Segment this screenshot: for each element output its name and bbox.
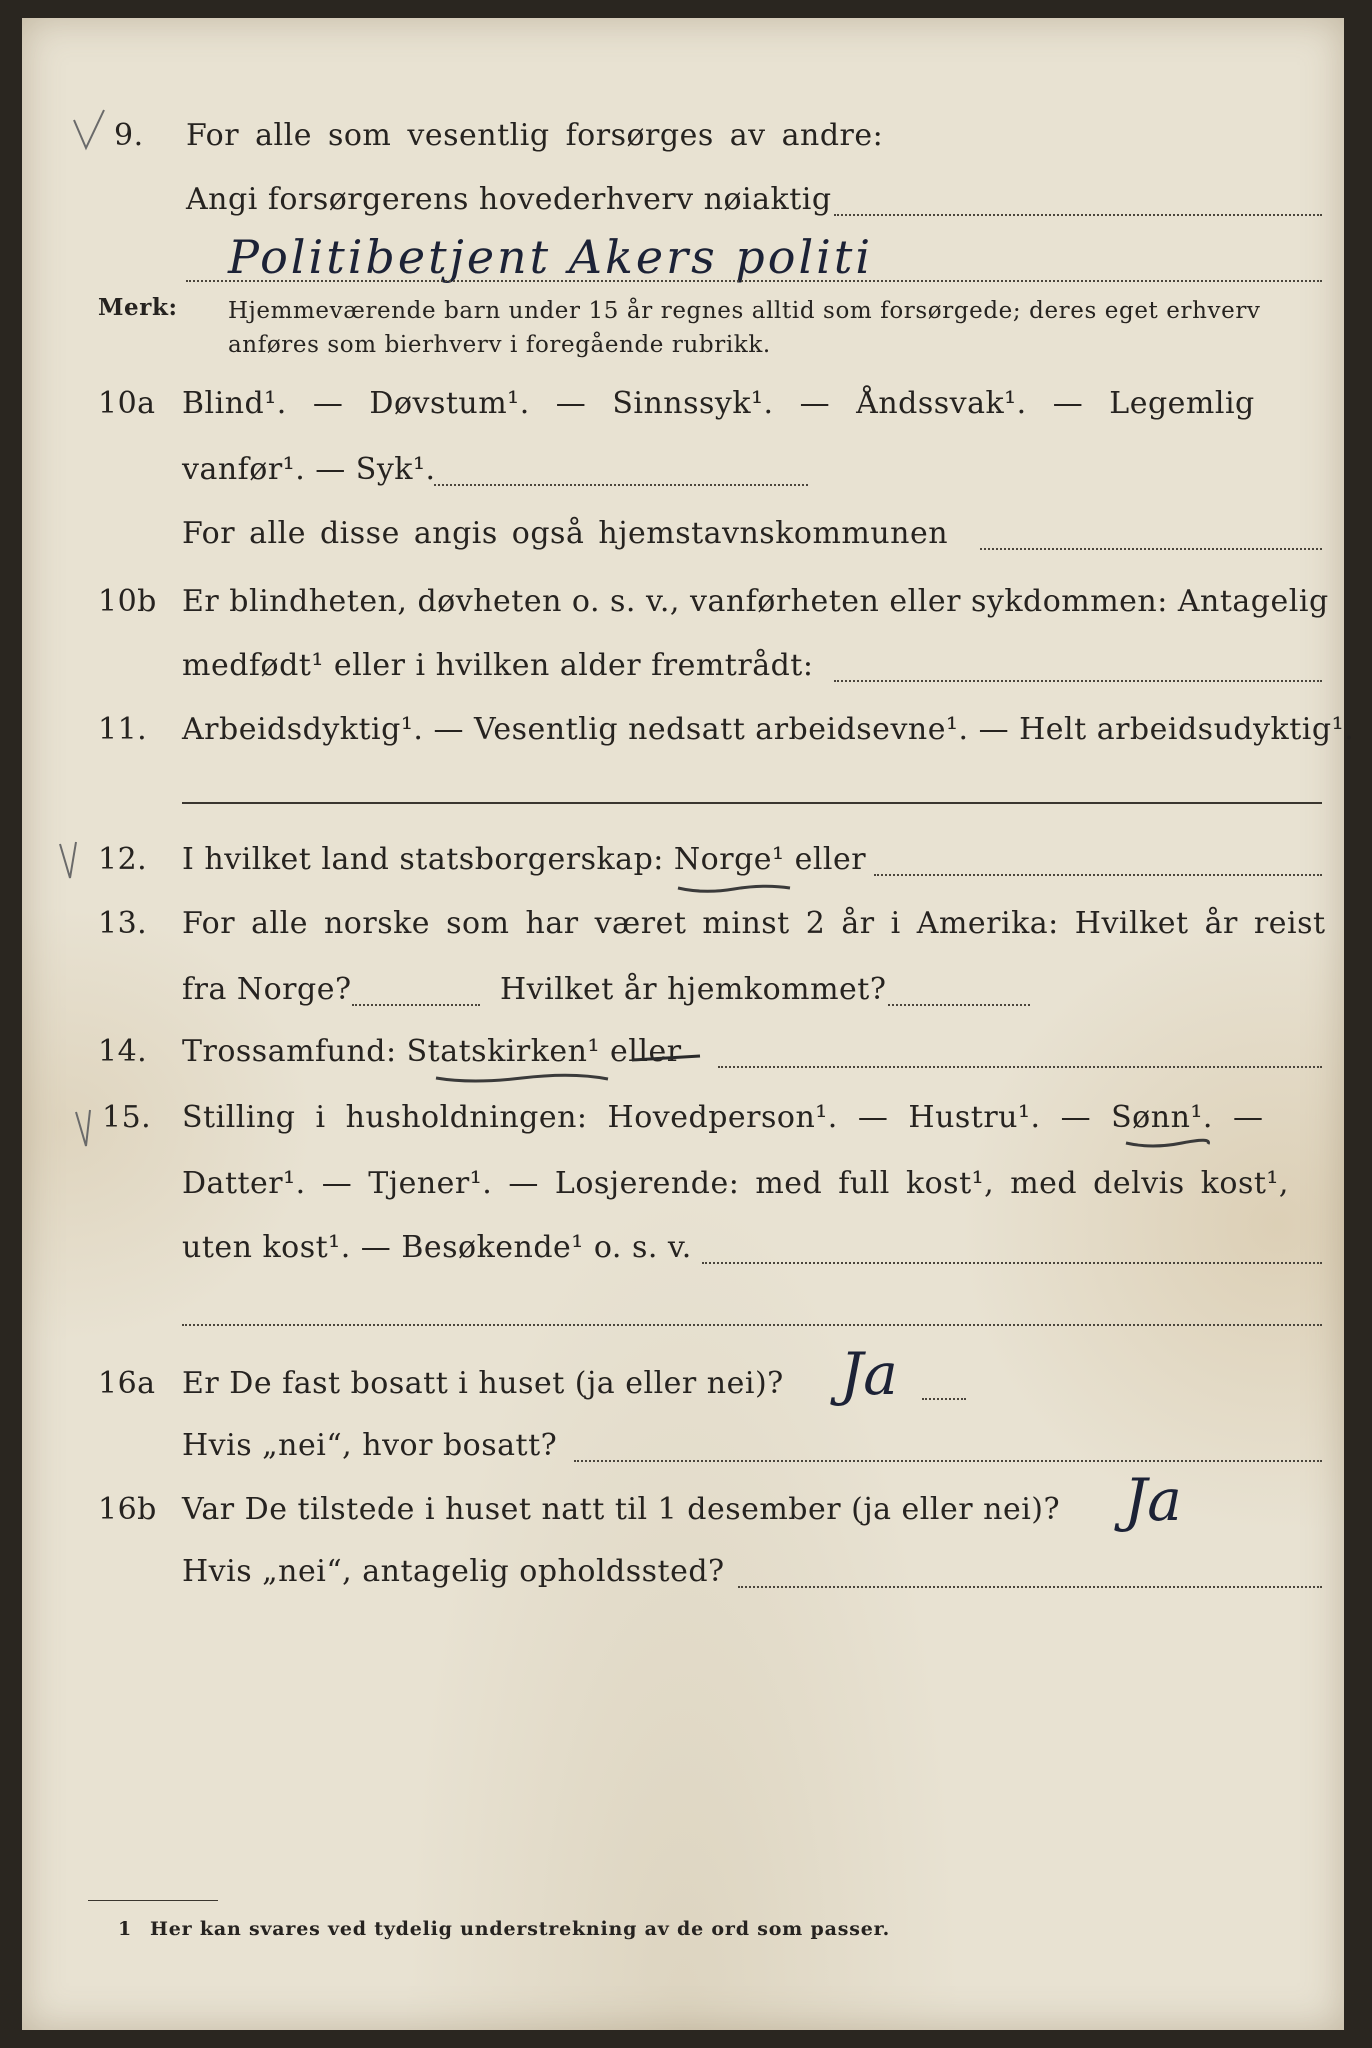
item-13-line-1: For alle norske som har været minst 2 år i Amerika: Hvilket år reist xyxy=(182,906,1326,941)
item-9-handwritten-answer: Politibetjent Akers politi xyxy=(228,230,874,284)
item-15-line-1: Stilling i husholdningen: Hovedperson¹. — Hustru¹. — Sønn¹. — xyxy=(182,1100,1264,1135)
item-15-line-2: Datter¹. — Tjener¹. — Losjerende: med full kost¹, med delvis kost¹, xyxy=(182,1166,1289,1201)
item-10b-line-2: medfødt¹ eller i hvilken alder fremtrådt: xyxy=(182,648,814,683)
item-11-answer-line xyxy=(182,802,1322,804)
item-9-dotted-line-1 xyxy=(834,214,1322,216)
item-10a-number: 10a xyxy=(98,386,156,421)
item-9-line-1: For alle som vesentlig forsørges av andre: xyxy=(186,118,884,153)
item-10a-line-2: vanfør¹. — Syk¹. xyxy=(182,452,436,487)
item-10a-dotted-line-1 xyxy=(434,484,808,486)
merk-label: Merk: xyxy=(98,294,178,321)
norge-underline-mark xyxy=(674,878,794,898)
item-10b-line-1: Er blindheten, døvheten o. s. v., vanførheten eller sykdommen: Antagelig xyxy=(182,584,1329,619)
eller-strikethrough-mark xyxy=(630,1046,702,1070)
check-mark-9-icon xyxy=(70,106,110,156)
statskirken-underline-mark xyxy=(432,1068,612,1088)
item-16a-line-1: Er De fast bosatt i huset (ja eller nei)? xyxy=(182,1366,784,1401)
item-10a-line-1: Blind¹. — Døvstum¹. — Sinnssyk¹. — Åndssvak¹. — Legemlig xyxy=(182,386,1255,421)
item-9-number: 9. xyxy=(114,118,144,153)
item-12-number: 12. xyxy=(98,842,148,877)
item-13-dotted-line-1 xyxy=(352,1004,480,1006)
item-16b-line-2: Hvis „nei“, antagelig opholdssted? xyxy=(182,1554,725,1589)
item-14-dotted-line xyxy=(718,1066,1322,1068)
check-mark-12-icon xyxy=(56,838,86,884)
footnote-separator xyxy=(88,1900,218,1901)
sonn-underline-mark xyxy=(1122,1134,1212,1152)
item-16a-dotted-line-1 xyxy=(922,1398,966,1400)
item-15-dotted-line-2 xyxy=(182,1324,1322,1326)
footnote-text: Her kan svares ved tydelig understrekning av de ord som passer. xyxy=(150,1918,891,1940)
item-13-line-2b: Hvilket år hjemkommet? xyxy=(500,972,887,1007)
census-form-page xyxy=(22,18,1355,2030)
item-10a-dotted-line-2 xyxy=(980,548,1322,550)
item-13-number: 13. xyxy=(98,906,148,941)
item-15-dotted-line-1 xyxy=(702,1262,1322,1264)
item-16a-dotted-line-2 xyxy=(574,1460,1322,1462)
item-16b-number: 16b xyxy=(98,1492,157,1527)
item-15-number: 15. xyxy=(102,1100,152,1135)
item-13-dotted-line-2 xyxy=(888,1004,1030,1006)
item-11-number: 11. xyxy=(98,712,148,747)
item-14-number: 14. xyxy=(98,1034,148,1069)
item-9-line-2: Angi forsørgerens hovederhverv nøiaktig xyxy=(186,182,832,217)
item-16b-handwritten-answer: Ja xyxy=(1124,1466,1182,1534)
footnote-mark: 1 xyxy=(118,1918,133,1940)
item-14-line-1: Trossamfund: Statskirken¹ eller xyxy=(182,1034,682,1069)
check-mark-15-icon xyxy=(72,1106,102,1152)
item-11-line-1: Arbeidsdyktig¹. — Vesentlig nedsatt arbeidsevne¹. — Helt arbeidsudyktig¹. xyxy=(182,712,1355,747)
item-10b-number: 10b xyxy=(98,584,157,619)
item-12-line-1: I hvilket land statsborgerskap: Norge¹ eller xyxy=(182,842,867,877)
merk-line-2: anføres som bierhverv i foregående rubrikk. xyxy=(228,332,771,358)
item-16a-line-2: Hvis „nei“, hvor bosatt? xyxy=(182,1428,558,1463)
item-16a-number: 16a xyxy=(98,1366,156,1401)
item-16b-dotted-line xyxy=(738,1586,1322,1588)
item-9-dotted-line-2 xyxy=(186,280,1322,282)
item-12-dotted-line xyxy=(874,874,1322,876)
item-16a-handwritten-answer: Ja xyxy=(840,1340,898,1408)
item-13-line-2a: fra Norge? xyxy=(182,972,352,1007)
item-16b-line-1: Var De tilstede i huset natt til 1 desember (ja eller nei)? xyxy=(182,1492,1061,1527)
item-15-line-3: uten kost¹. — Besøkende¹ o. s. v. xyxy=(182,1230,692,1265)
item-10b-dotted-line xyxy=(834,680,1322,682)
item-10a-line-3: For alle disse angis også hjemstavnskommunen xyxy=(182,516,949,551)
merk-line-1: Hjemmeværende barn under 15 år regnes alltid som forsørgede; deres eget erhverv xyxy=(228,298,1261,324)
